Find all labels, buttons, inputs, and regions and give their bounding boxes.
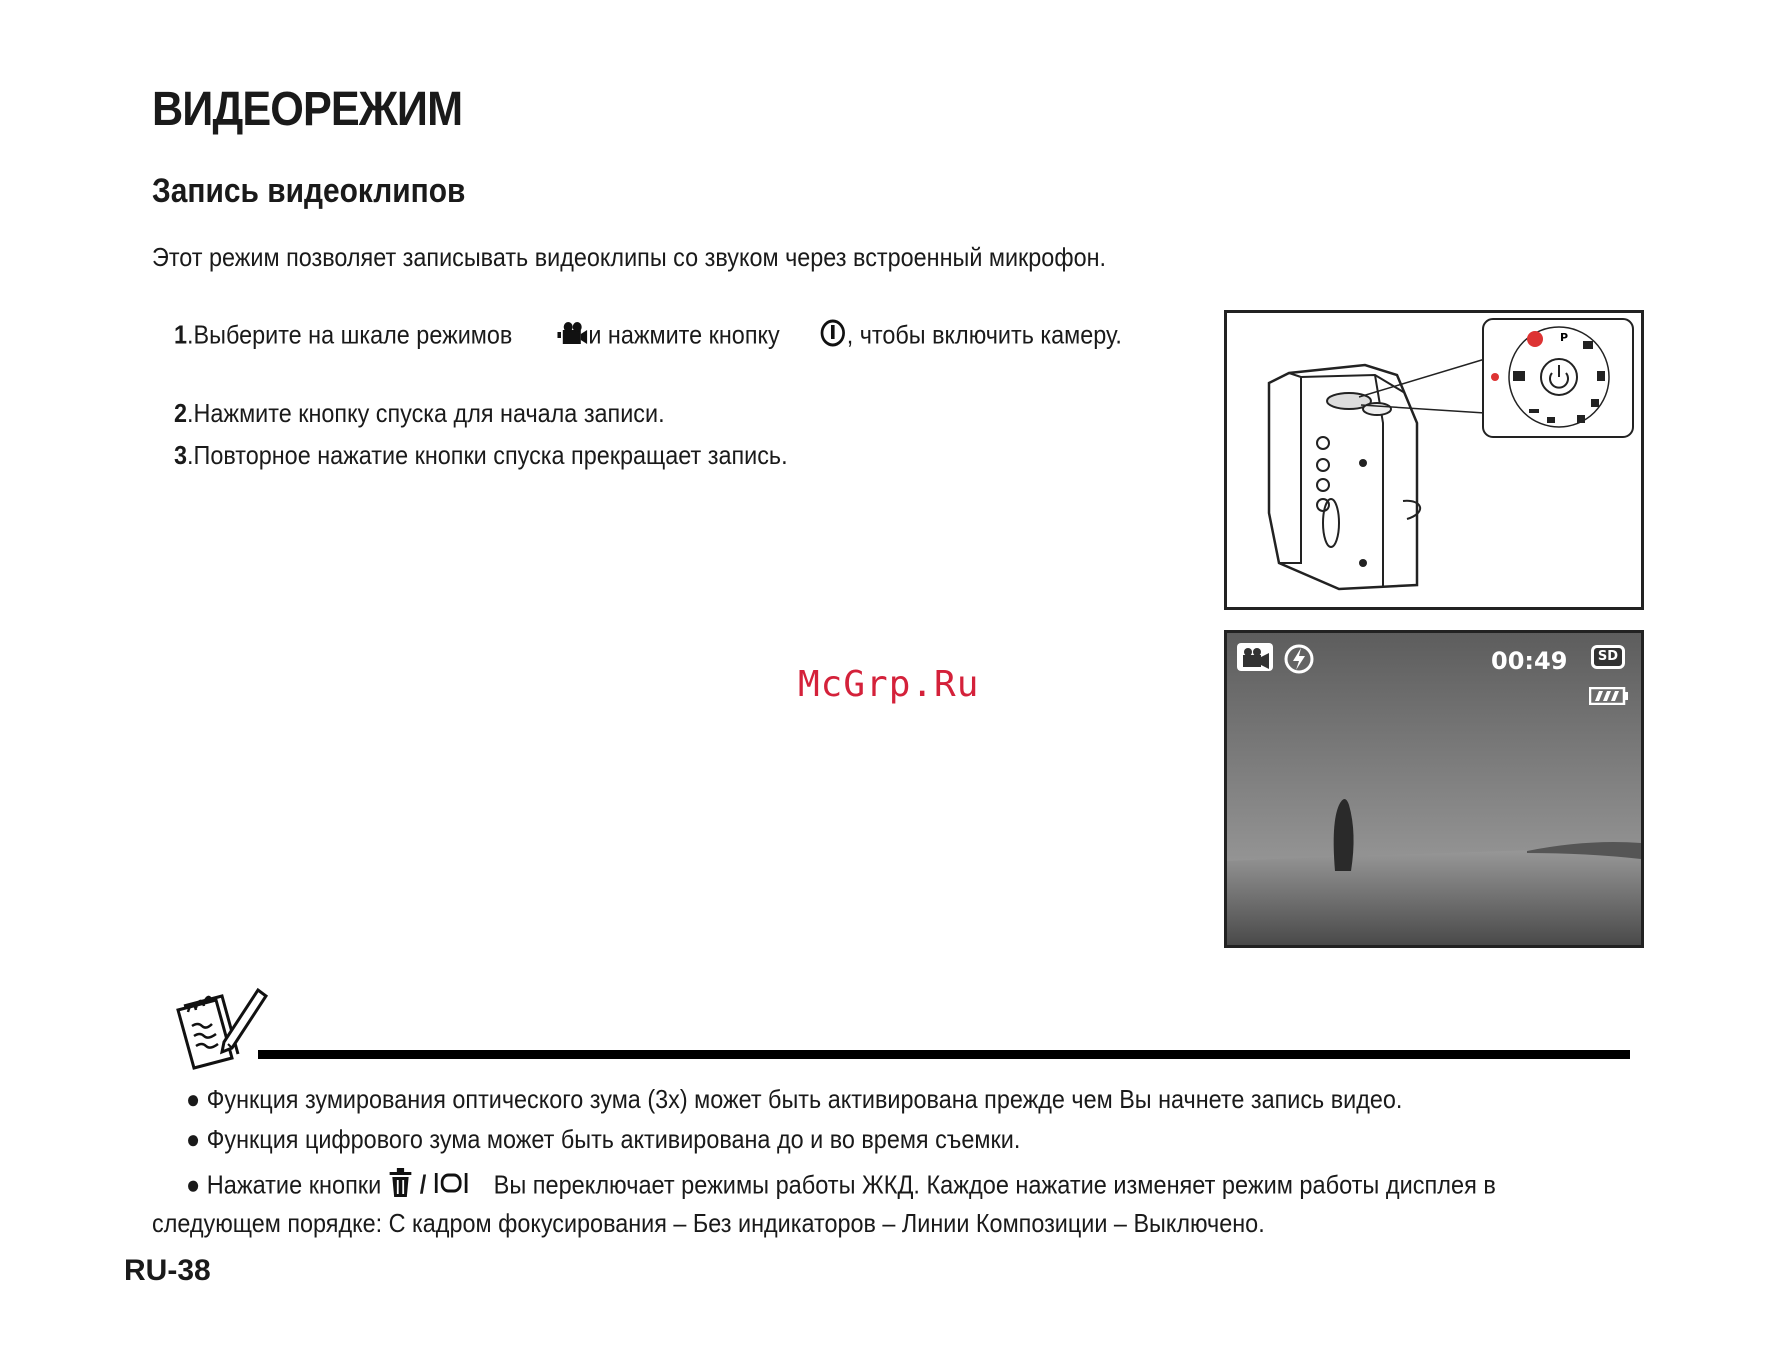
note-item: ● Нажатие кнопки / Вы переключает режимы работы ЖКД. Каждое нажатие изменяет режим работы дисплея в [186,1168,1496,1205]
step-2: 2.Нажмите кнопку спуска для начала записи. [174,398,665,428]
power-button-icon [820,318,847,355]
page-title: ВИДЕОРЕЖИМ [152,83,463,136]
notes-divider [258,1050,1630,1059]
step-number: 1 [174,319,188,350]
camera-illustration [1227,313,1641,607]
note-item: ● Функция цифрового зума может быть активирована до и во время съемки. [186,1124,1021,1154]
note-item-continuation: следующем порядке: С кадром фокусирования – Без индикаторов – Линии Композиции – Выключено. [152,1208,1265,1238]
step-number: 2 [174,398,188,428]
intro-paragraph: Этот режим позволяет записывать видеоклипы со звуком через встроенный микрофон. [152,242,1107,272]
section-title: Запись видеоклипов [152,172,466,210]
battery-icon [1589,687,1629,705]
display-mode-icon [433,1170,469,1203]
movie-mode-osd-icon [1237,643,1277,673]
trash-icon [388,1168,413,1205]
recording-time: 00:49 [1491,647,1568,675]
page-number: RU-38 [124,1254,211,1287]
notes-icon [172,982,272,1082]
camera-mode-dial-figure [1224,310,1644,610]
note-item: ● Функция зумирования оптического зума (3x) может быть активирована прежде чем Вы начнете запись видео. [186,1084,1403,1114]
step-number: 3 [174,440,188,470]
watermark: McGrp.Ru [798,664,980,705]
flash-off-icon [1283,643,1315,675]
step-3: 3.Повторное нажатие кнопки спуска прекращает запись. [174,440,788,470]
movie-mode-icon [558,320,589,353]
lcd-screen-preview [1224,630,1644,948]
dial-label-p: P [1560,331,1569,344]
step-1: 1.Выберите на шкале режимов и нажмите кнопку , чтобы включить камеру. [174,318,1122,355]
sd-card-icon: SD [1591,645,1625,669]
landscape-photo [1227,633,1641,945]
